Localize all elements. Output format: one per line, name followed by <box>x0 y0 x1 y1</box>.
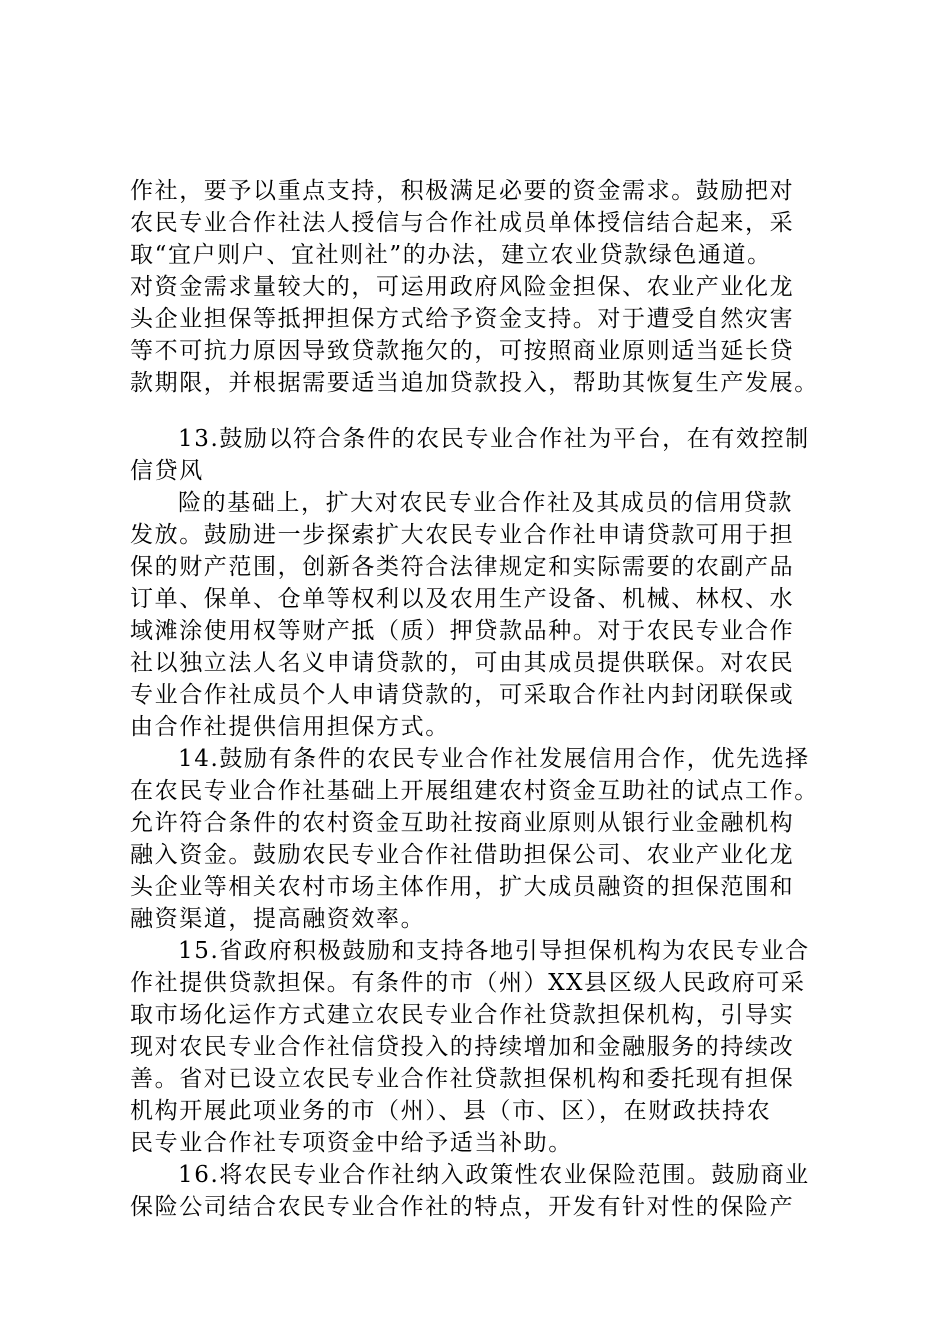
text-line: 取“宜户则户、宜社则社”的办法，建立农业贷款绿色通道。 <box>130 242 772 268</box>
text-line: 款期限，并根据需要适当追加贷款投入，帮助其恢复生产发展。 <box>130 370 819 396</box>
item-15-heading-line: 15.省政府积极鼓励和支持各地引导担保机构为农民专业合 <box>178 938 810 964</box>
text-line: 取市场化运作方式建立农民专业合作社贷款担保机构，引导实 <box>130 1002 795 1028</box>
text-line: 发放。鼓励进一步探索扩大农民专业合作社申请贷款可用于担 <box>130 522 795 548</box>
text-line: 民专业合作社专项资金中给予适当补助。 <box>130 1130 573 1156</box>
text-line: 机构开展此项业务的市（州）、县（市、区），在财政扶持农 <box>130 1098 772 1124</box>
text-line: 作社提供贷款担保。有条件的市（州）XX县区级人民政府可采 <box>130 970 806 996</box>
item-13-heading-line: 13.鼓励以符合条件的农民专业合作社为平台，在有效控制 <box>178 426 810 452</box>
text-line: 允许符合条件的农村资金互助社按商业原则从银行业金融机构 <box>130 810 795 836</box>
text-line: 保险公司结合农民专业合作社的特点，开发有针对性的保险产 <box>130 1194 795 1220</box>
paragraph-items-13-16 <box>130 423 830 1223</box>
text-line: 融资渠道，提高融资效率。 <box>130 906 426 932</box>
text-line: 域滩涂使用权等财产抵（质）押贷款品种。对于农民专业合作 <box>130 618 795 644</box>
text-line: 险的基础上，扩大对农民专业合作社及其成员的信用贷款 <box>178 490 793 516</box>
text-line: 订单、保单、仓单等权利以及农用生产设备、机械、林权、水 <box>130 586 795 612</box>
text-line: 对资金需求量较大的，可运用政府风险金担保、农业产业化龙 <box>130 274 795 300</box>
text-line: 头企业担保等抵押担保方式给予资金支持。对于遭受自然灾害 <box>130 306 795 332</box>
item-16-heading-line: 16.将农民专业合作社纳入政策性农业保险范围。鼓励商业 <box>178 1162 810 1188</box>
paragraph-continuation <box>130 175 830 399</box>
text-line: 农民专业合作社法人授信与合作社成员单体授信结合起来，采 <box>130 210 795 236</box>
text-line: 由合作社提供信用担保方式。 <box>130 714 450 740</box>
text-line: 作社，要予以重点支持，积极满足必要的资金需求。鼓励把对 <box>130 178 795 204</box>
text-line: 融入资金。鼓励农民专业合作社借助担保公司、农业产业化龙 <box>130 842 795 868</box>
text-line: 在农民专业合作社基础上开展组建农村资金互助社的试点工作。 <box>130 778 819 804</box>
text-line: 头企业等相关农村市场主体作用，扩大成员融资的担保范围和 <box>130 874 795 900</box>
item-14-heading-line: 14.鼓励有条件的农民专业合作社发展信用合作，优先选择 <box>178 746 810 772</box>
text-line: 现对农民专业合作社信贷投入的持续增加和金融服务的持续改 <box>130 1034 795 1060</box>
text-line: 社以独立法人名义申请贷款的，可由其成员提供联保。对农民 <box>130 650 795 676</box>
text-line: 善。省对已设立农民专业合作社贷款担保机构和委托现有担保 <box>130 1066 795 1092</box>
text-line: 等不可抗力原因导致贷款拖欠的，可按照商业原则适当延长贷 <box>130 338 795 364</box>
text-line: 专业合作社成员个人申请贷款的，可采取合作社内封闭联保或 <box>130 682 795 708</box>
text-line: 保的财产范围，创新各类符合法律规定和实际需要的农副产品 <box>130 554 795 580</box>
text-line: 信贷风 <box>130 458 204 484</box>
